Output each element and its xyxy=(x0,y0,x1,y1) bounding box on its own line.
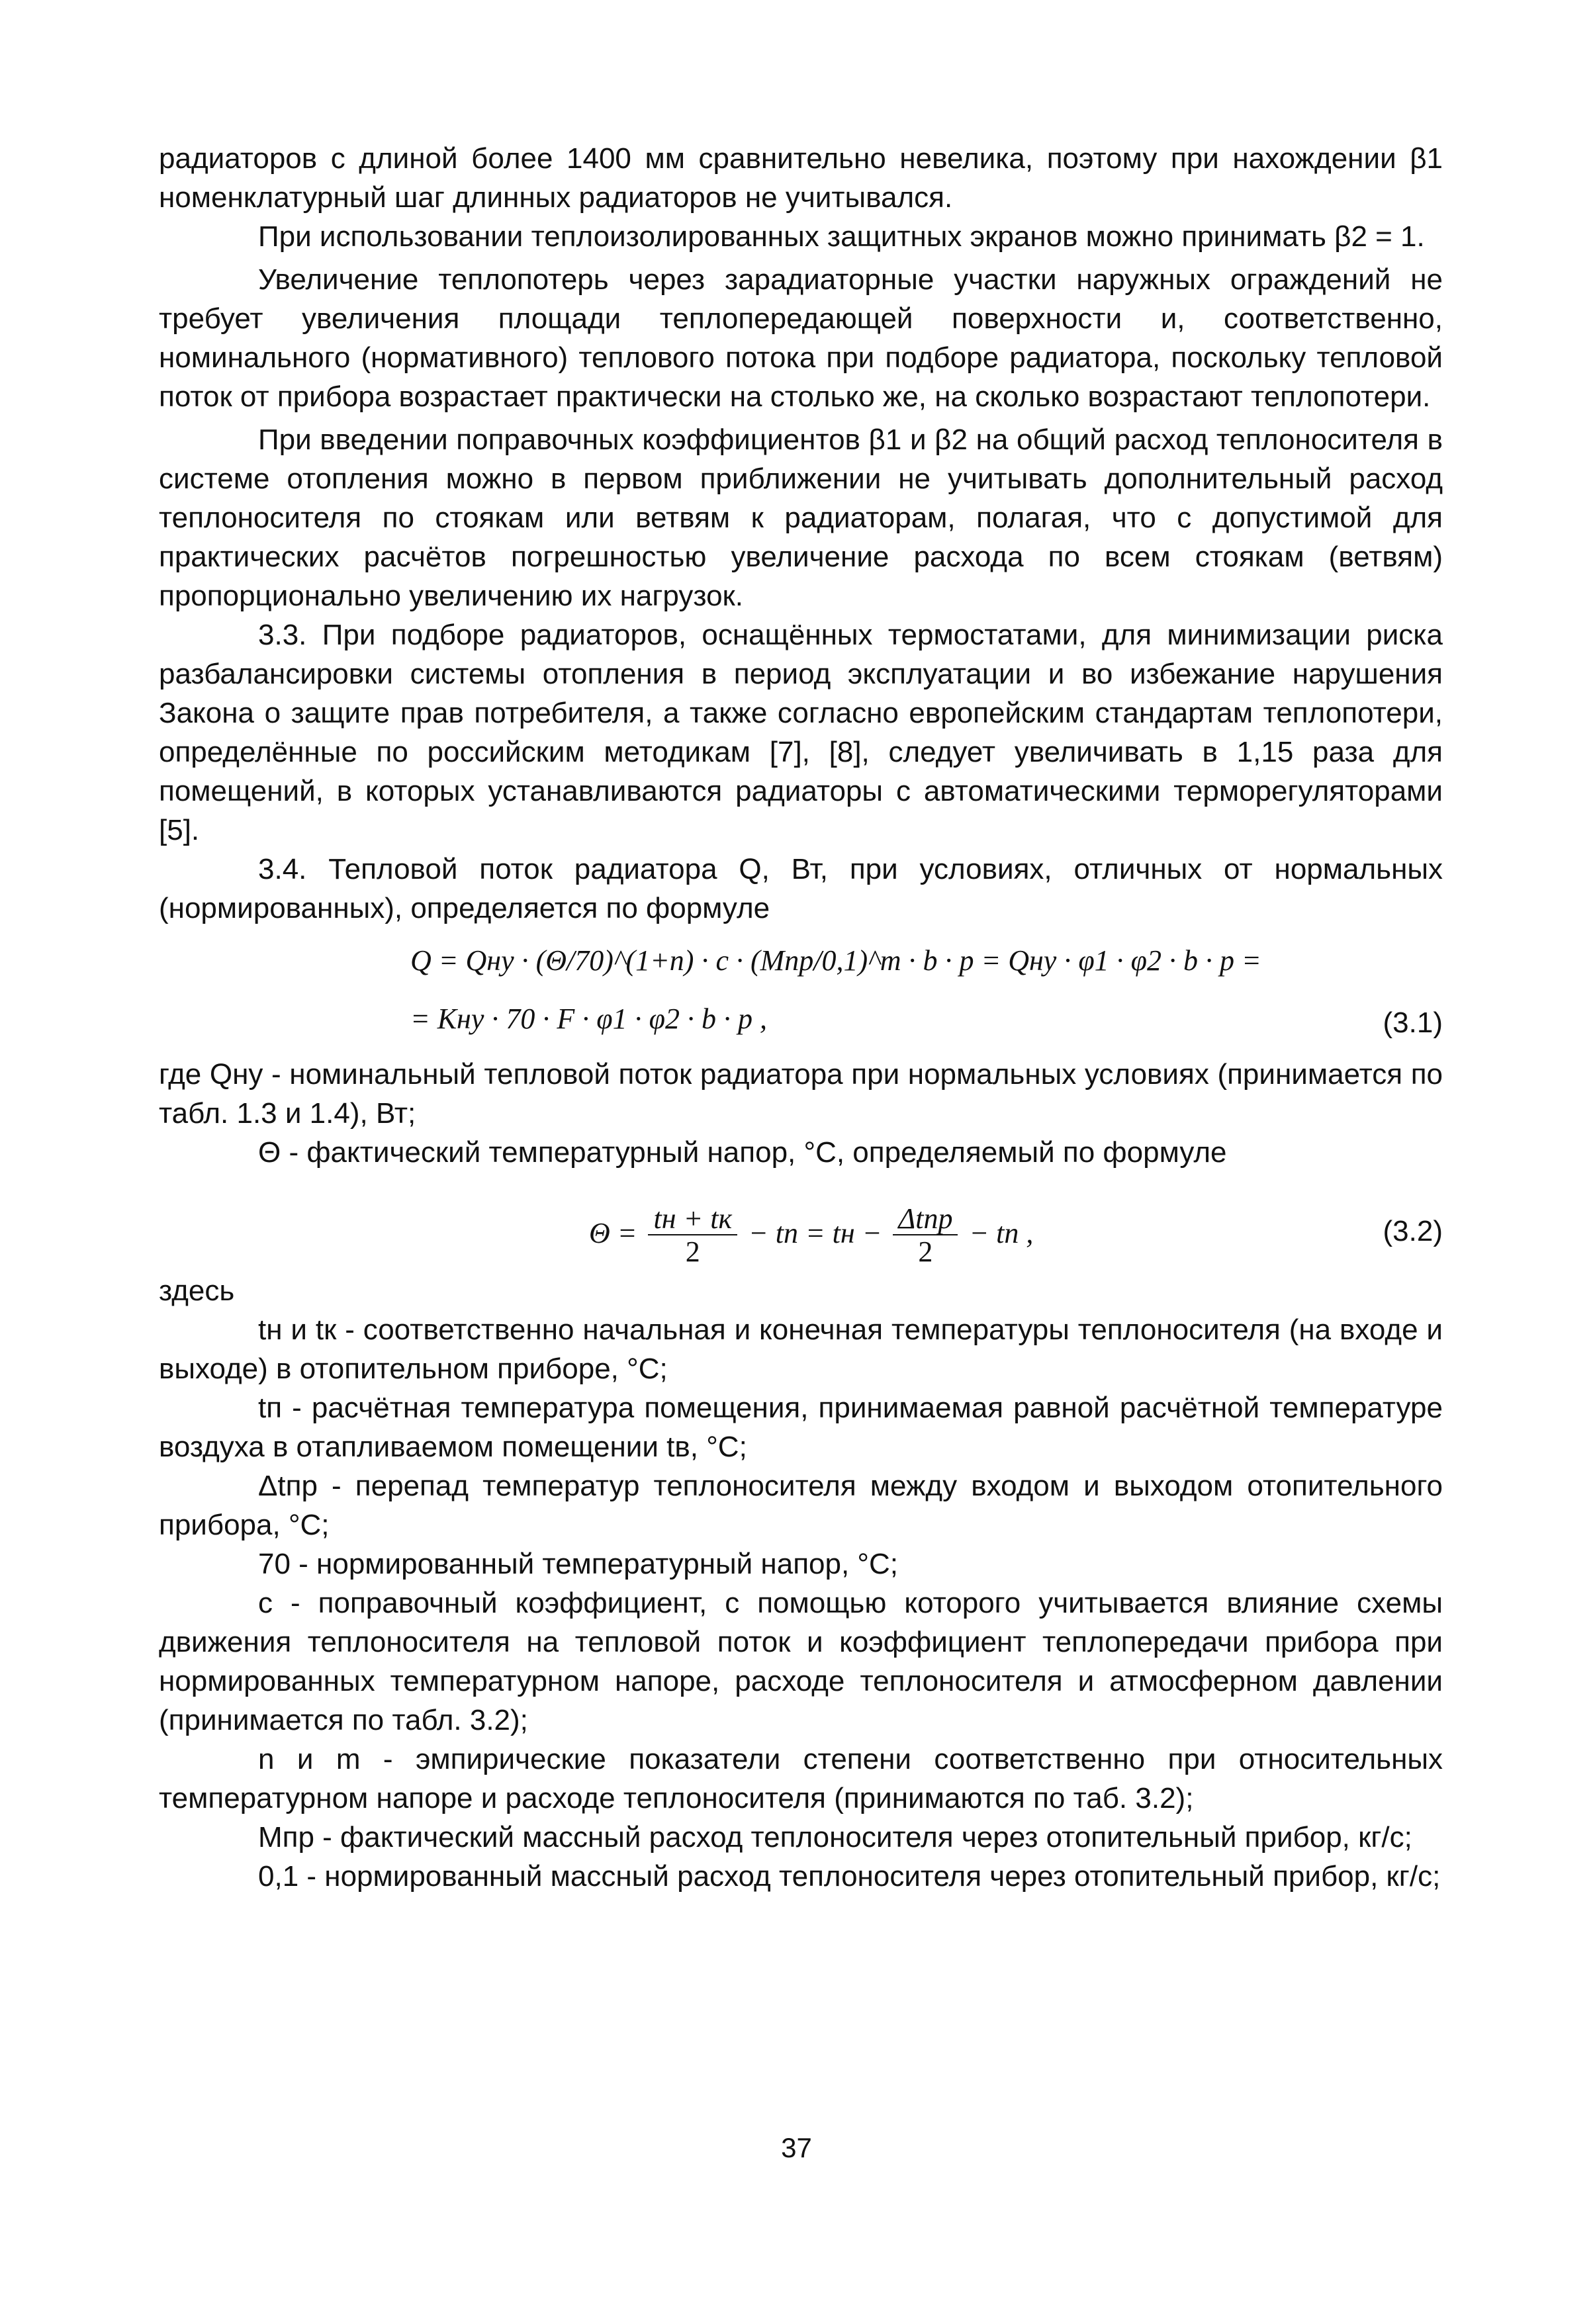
label-here: здесь xyxy=(159,1274,235,1307)
formula-3-2-number: (3.2) xyxy=(1383,1215,1443,1247)
fraction-1-numerator: tн + tк xyxy=(648,1204,737,1235)
definition-tn-tk: tн и tк - соответственно начальная и конечная температуры теплоносителя (на входе и выходе) в отопительном приборе, °С; xyxy=(159,1314,1443,1385)
paragraph-heat-loss: Увеличение теплопотерь через зарадиаторные участки наружных ограждений не требует увеличения площади теплопередающей поверхности и, соответственно, номинального (нормативного) теплового потока при подборе радиатора, поскольку тепловой поток от прибора возрастает практически на столько же, на сколько возрастают теплопотери. xyxy=(159,263,1443,413)
fraction-2-numerator: Δtпр xyxy=(893,1204,958,1235)
fraction-2-denominator: 2 xyxy=(918,1235,933,1268)
formula-3-2-fraction-1 xyxy=(648,1204,737,1269)
paragraph-screens: При использовании теплоизолированных защитных экранов можно принимать β2 = 1. xyxy=(258,220,1425,253)
formula-3-2-lhs: Θ = xyxy=(589,1217,637,1250)
definition-delta-t: Δtпр - перепад температур теплоносителя между входом и выходом отопительного прибора, °С; xyxy=(159,1470,1443,1541)
formula-3-2-middle: − tп = tн − xyxy=(749,1217,882,1250)
formula-3-2 xyxy=(159,1192,1443,1271)
page-number: 37 xyxy=(781,2132,812,2163)
page-body xyxy=(159,139,1443,1896)
fraction-1-denominator: 2 xyxy=(685,1235,700,1268)
formula-3-2-tail: − tп , xyxy=(969,1217,1034,1250)
paragraph-section-3-3: 3.3. При подборе радиаторов, оснащённых термостатами, для минимизации риска разбалансировки системы отопления в период эксплуатации и во избежание нарушения Закона о защите прав потребителя, а также согласно европейским стандартам теплопотери, определённые по российским методикам [7], [8], следует увеличивать в 1,15 раза для помещений, в которых устанавливаются радиаторы с автоматическими терморегуляторами [5]. xyxy=(159,619,1443,846)
definition-q-nominal: где Qну - номинальный тепловой поток радиатора при нормальных условиях (принимается по табл. 1.3 и 1.4), Вт; xyxy=(159,1058,1443,1130)
definition-tp: tп - расчётная температура помещения, принимаемая равной расчётной температуре воздуха в отапливаемом помещении tв, °С; xyxy=(159,1392,1443,1463)
paragraph-correction-factors: При введении поправочных коэффициентов β1 и β2 на общий расход теплоносителя в системе отопления можно в первом приближении не учитывать дополнительный расход теплоносителя по стоякам или ветвям к радиаторам, полагая, что с допустимой для практических расчётов погрешностью увеличение расхода по всем стоякам (ветвям) пропорционально увеличению их нагрузок. xyxy=(159,424,1443,612)
definition-c: с - поправочный коэффициент, с помощью которого учитывается влияние схемы движения теплоносителя на тепловой поток и коэффициент теплопередачи прибора при нормированных температурном напоре, расходе теплоносителя и атмосферном давлении (принимается по табл. 3.2); xyxy=(159,1587,1443,1736)
paragraph-section-3-4: 3.4. Тепловой поток радиатора Q, Вт, при условиях, отличных от нормальных (нормированных), определяется по формуле xyxy=(159,853,1443,924)
formula-3-1-number: (3.1) xyxy=(1383,1006,1443,1039)
formula-3-1-line-2 xyxy=(159,999,1443,1055)
formula-3-2-fraction-2 xyxy=(893,1204,958,1269)
definition-70: 70 - нормированный температурный напор, °С; xyxy=(258,1548,899,1580)
formula-3-1-line-1 xyxy=(159,941,1443,997)
definition-m-pr: Mпр - фактический массный расход теплоносителя через отопительный прибор, кг/с; xyxy=(258,1821,1412,1854)
formula-3-1-expression-continued: = Kну · 70 · F · φ1 · φ2 · b · p , xyxy=(410,1003,767,1035)
paragraph-continuation: радиаторов с длиной более 1400 мм сравнительно невелика, поэтому при нахождении β1 номенклатурный шаг длинных радиаторов не учитывался. xyxy=(159,142,1443,214)
definition-n-m: n и m - эмпирические показатели степени соответственно при относительных температурном напоре и расходе теплоносителя (принимаются по таб. 3.2); xyxy=(159,1743,1443,1814)
definition-theta: Θ - фактический температурный напор, °С, определяемый по формуле xyxy=(258,1136,1227,1169)
formula-3-1-expression: Q = Qну · (Θ/70)^(1+n) · c · (Mпр/0,1)^m · b · p = Qну · φ1 · φ2 · b · p = xyxy=(410,944,1261,977)
formula-3-2-expression xyxy=(589,1204,1033,1269)
definition-0-1: 0,1 - нормированный массный расход теплоносителя через отопительный прибор, кг/с; xyxy=(258,1860,1441,1893)
